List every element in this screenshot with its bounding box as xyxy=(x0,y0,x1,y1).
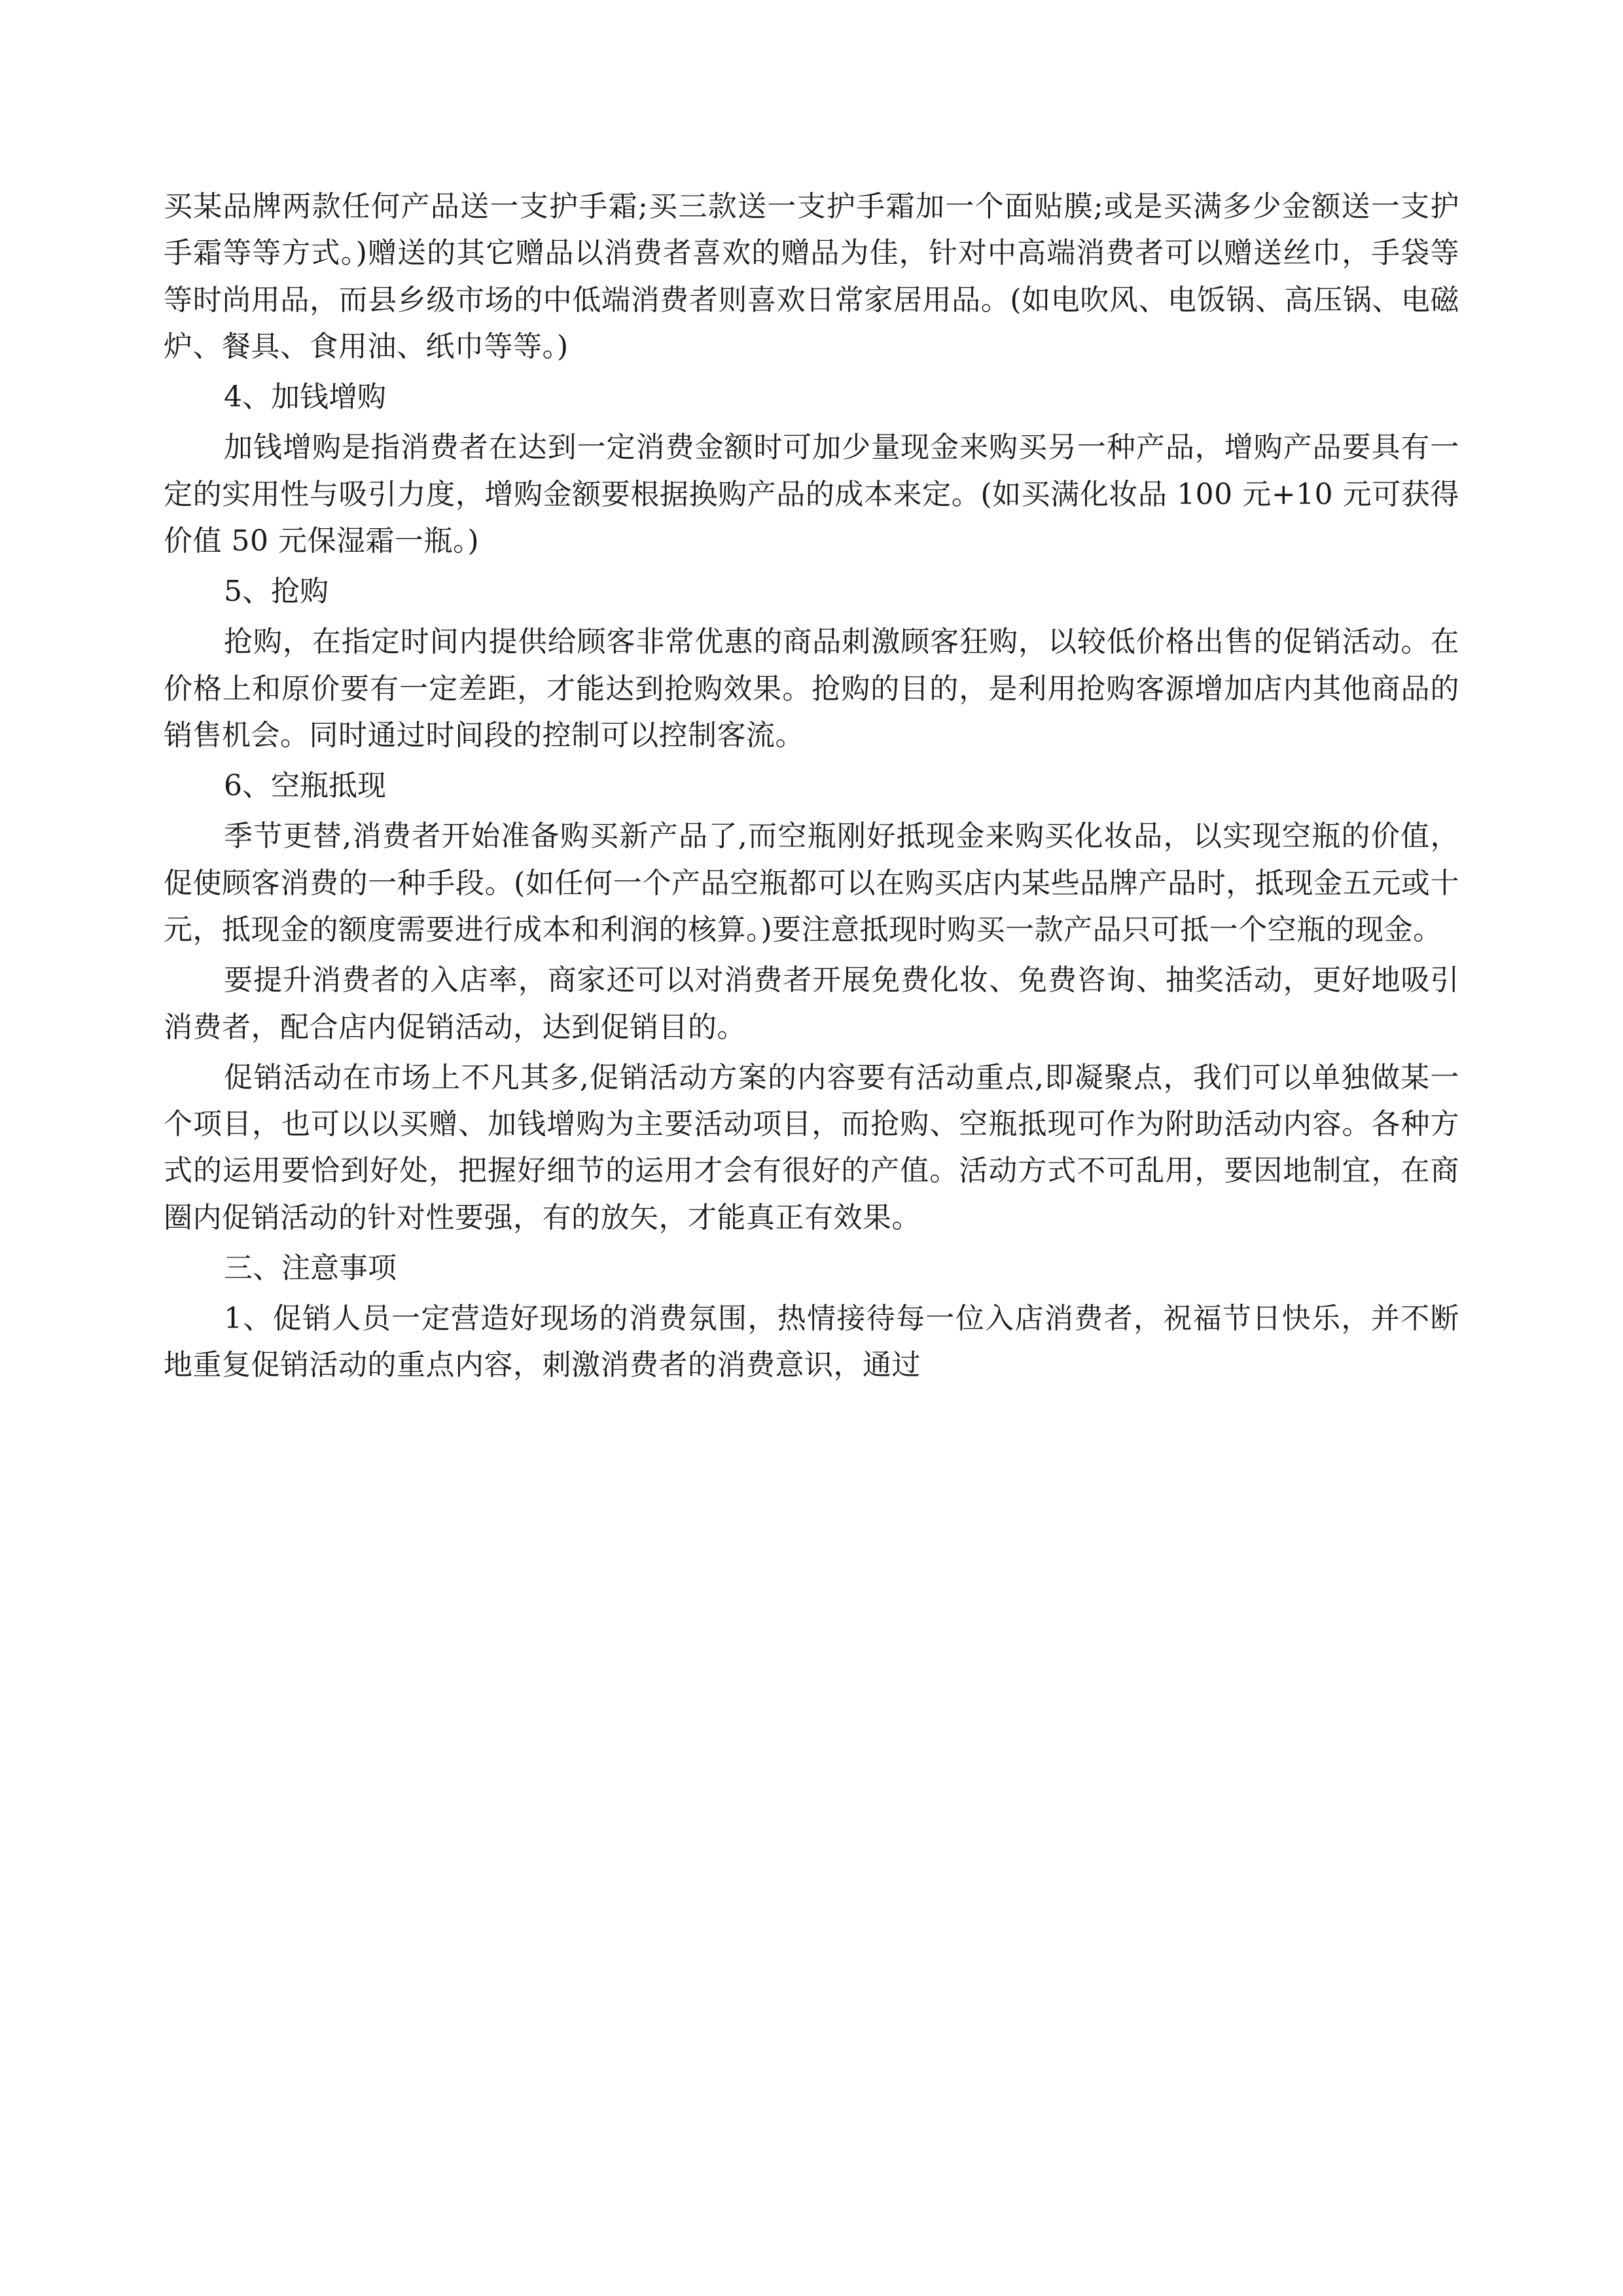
heading-item-6: 6、空瓶抵现 xyxy=(224,769,386,803)
paragraph-item-5: 抢购，在指定时间内提供给顾客非常优惠的商品刺激顾客狂购，以较低价格出售的促销活动。在价格上和原价要有一定差距，才能达到抢购效果。抢购的目的，是利用抢购客源增加店内其他商品的销售机会。同时通过时间段的控制可以控制客流。 xyxy=(164,625,1459,752)
heading-item-5: 5、抢购 xyxy=(224,575,329,609)
paragraph-note-1: 1、促销人员一定营造好现场的消费氛围，热情接待每一位入店消费者，祝福节日快乐，并不断地重复促销活动的重点内容，刺激消费者的消费意识，通过 xyxy=(164,1302,1459,1382)
heading-section-3: 三、注意事项 xyxy=(224,1251,397,1285)
paragraph-gift-continuation: 买某品牌两款任何产品送一支护手霜;买三款送一支护手霜加一个面贴膜;或是买满多少金额送一支护手霜等等方式。)赠送的其它赠品以消费者喜欢的赠品为佳，针对中高端消费者可以赠送丝巾，手袋等等时尚用品，而县乡级市场的中低端消费者则喜欢日常家居用品。(如电吹风、电饭锅、高压锅、电磁炉、餐具、食用油、纸巾等等。) xyxy=(164,190,1459,363)
paragraph-item-6: 季节更替,消费者开始准备购买新产品了,而空瓶刚好抵现金来购买化妆品，以实现空瓶的价值，促使顾客消费的一种手段。(如任何一个产品空瓶都可以在购买店内某些品牌产品时，抵现金五元或十元，抵现金的额度需要进行成本和利润的核算。)要注意抵现时购买一款产品只可抵一个空瓶的现金。 xyxy=(164,819,1459,946)
document-body xyxy=(164,183,1459,1389)
paragraph-promotion-summary: 促销活动在市场上不凡其多,促销活动方案的内容要有活动重点,即凝聚点，我们可以单独做某一个项目，也可以以买赠、加钱增购为主要活动项目，而抢购、空瓶抵现可作为附助活动内容。各种方式的运用要恰到好处，把握好细节的运用才会有很好的产值。活动方式不可乱用，要因地制宜，在商圈内促销活动的针对性要强，有的放矢，才能真正有效果。 xyxy=(164,1060,1459,1234)
heading-item-4: 4、加钱增购 xyxy=(224,380,386,414)
paragraph-entry-rate: 要提升消费者的入店率，商家还可以对消费者开展免费化妆、免费咨询、抽奖活动，更好地吸引消费者，配合店内促销活动，达到促销目的。 xyxy=(164,963,1459,1044)
paragraph-item-4: 加钱增购是指消费者在达到一定消费金额时可加少量现金来购买另一种产品，增购产品要具有一定的实用性与吸引力度，增购金额要根据换购产品的成本来定。(如买满化妆品 100 元+10 元可获得价值 50 元保湿霜一瓶。) xyxy=(164,431,1459,558)
